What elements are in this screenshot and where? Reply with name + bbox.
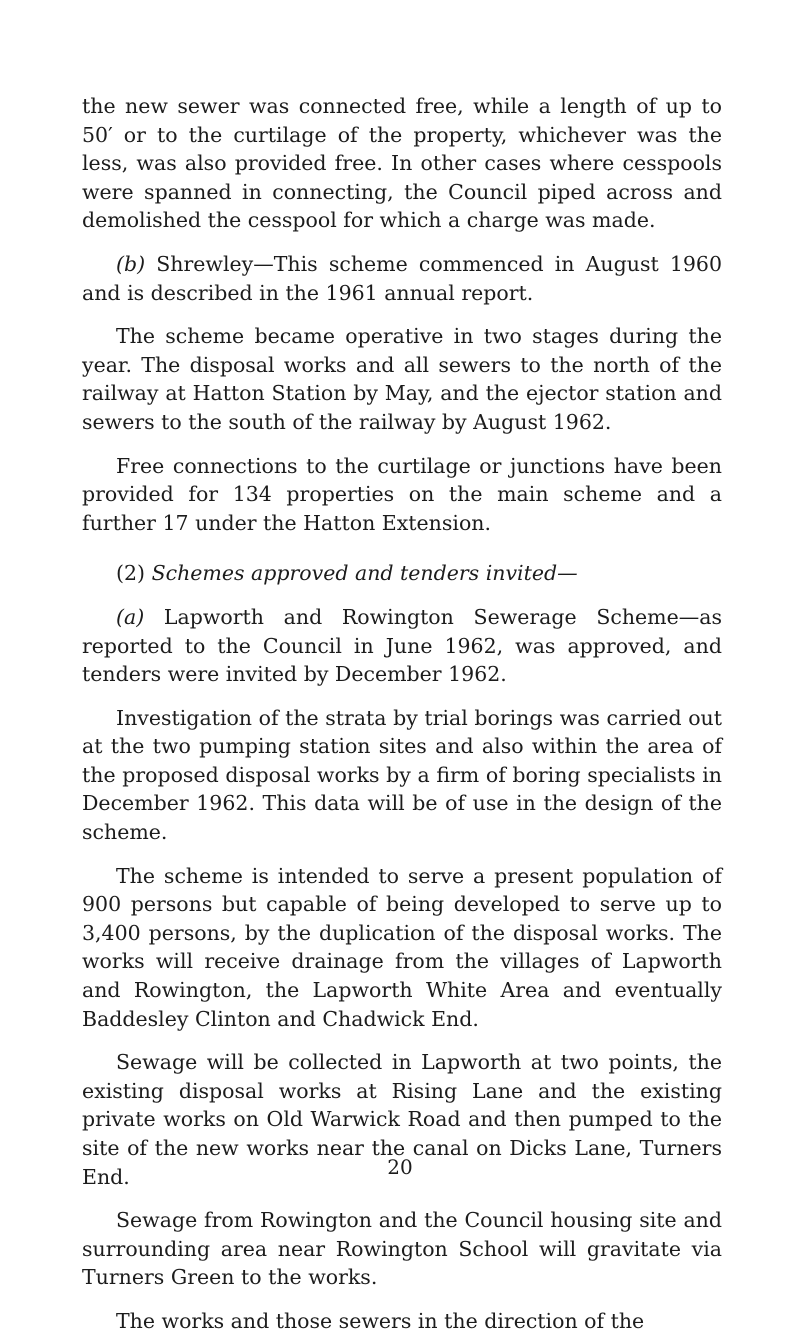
paragraph-shrewley-text: Shrewley—This scheme commenced in August 1960 and is described in the 1961 annual report. [82, 251, 722, 305]
paragraph-rowington-sewage: Sewage from Rowington and the Council housing site and surrounding area near Rowington School will gravitate via Turners Green to the works. [82, 1208, 722, 1290]
section-heading [82, 559, 722, 588]
section-title: Schemes approved and tenders invited— [151, 561, 578, 586]
page-number: 20 [387, 1155, 413, 1179]
paragraph-free-connections: Free connections to the curtilage or junctions have been provided for 134 properties on the main scheme and a further 17 under the Hatton Extension. [82, 453, 722, 535]
item-marker-a: (a) [116, 604, 145, 629]
paragraph-strata-investigation: Investigation of the strata by trial borings was carried out at the two pumping station sites and also within the area of the proposed disposal works by a firm of boring specialists in December 1962. This data will be of use in the design of the scheme. [82, 705, 722, 845]
paragraph-connection-terms: the new sewer was connected free, while a length of up to 50′ or to the curtilage of the property, whichever was the less, was also provided free. In other cases where cesspools were spanned in connecting, the Council piped across and demolished the cesspool for which a charge was made. [82, 94, 722, 233]
paragraph-lapworth-rowington [82, 603, 722, 689]
paragraph-lapworth-rowington-text: Lapworth and Rowington Sewerage Scheme—as reported to the Council in June 1962, was approved, and tenders were invited by December 1962. [82, 604, 722, 687]
section-number: (2) [116, 561, 152, 586]
page-body [82, 92, 722, 1336]
item-marker-b: (b) [116, 251, 146, 276]
paragraph-population: The scheme is intended to serve a present population of 900 persons but capable of being developed to serve up to 3,400 persons, by the duplication of the disposal works. The works will receive drainage from the villages of Lapworth and Rowington, the Lapworth White Area and eventually Baddesley Clinton and Chadwick End. [82, 863, 722, 1031]
paragraph-operative-stages: The scheme became operative in two stages during the year. The disposal works and all sewers to the north of the railway at Hatton Station by May, and the ejector station and sewers to the south of the railway by August 1962. [82, 324, 722, 434]
paragraph-shrewley [82, 250, 722, 307]
paragraph-sewage-collection: Sewage will be collected in Lapworth at two points, the existing disposal works at Rising Lane and the existing private works on Old Warwick Road and then pumped to the site of the new works near the canal on Dicks Lane, Turners End. [82, 1050, 722, 1189]
paragraph-works-sewers: The works and those sewers in the direction of the [116, 1308, 645, 1333]
